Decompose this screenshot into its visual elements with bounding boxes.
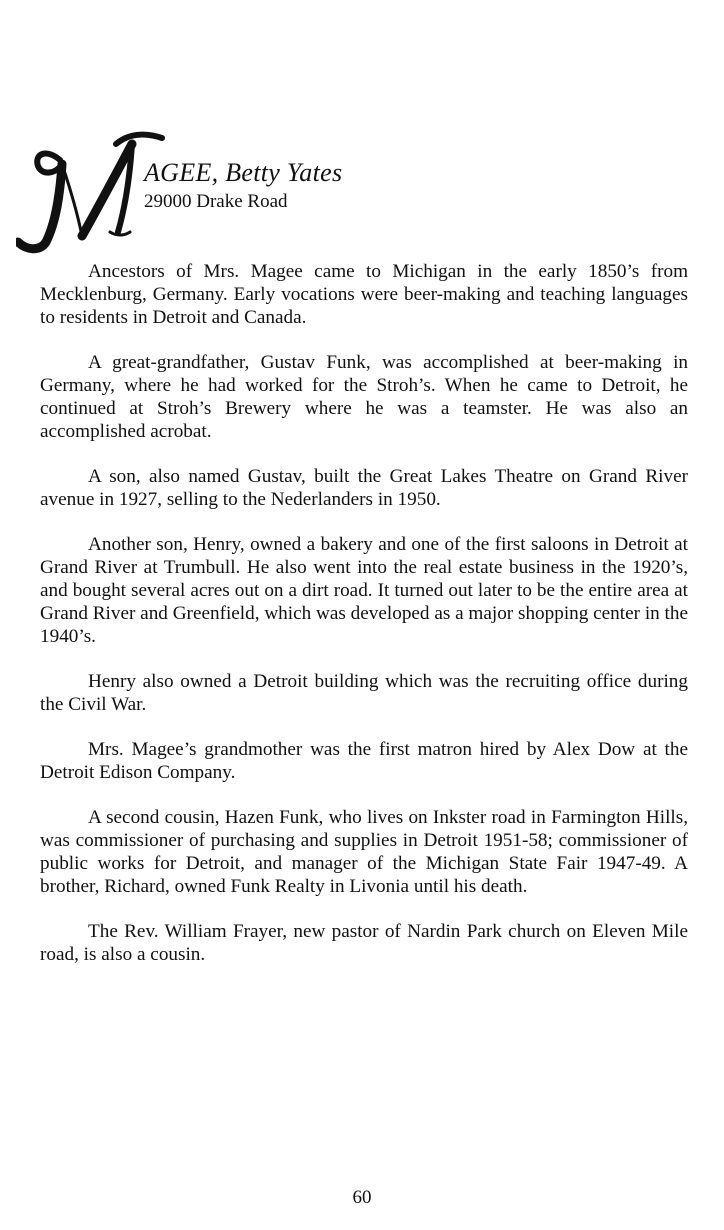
paragraph-cousin-pastor: The Rev. William Frayer, new pastor of Nardin Park church on Eleven Mile road, is also a cousin. [40, 921, 688, 965]
entry-heading [144, 158, 664, 214]
page-number: 60 [352, 1187, 372, 1208]
paragraph-ancestors: Ancestors of Mrs. Magee came to Michigan in the early 1850’s from Mecklenburg, Germany. Early vocations were beer-making and teaching languages to residents in Detroit and Canada. [40, 261, 688, 328]
entry-name: AGEE, Betty Yates [144, 158, 343, 187]
paragraph-son-henry: Another son, Henry, owned a bakery and one of the first saloons in Detroit at Grand River at Trumbull. He also went into the real estate business in the 1920’s, and bought several acres out on a dirt road. It turned out later to be the entire area at Grand River and Greenfield, which was developed as a major shopping center in the 1940’s. [40, 534, 688, 647]
paragraph-great-grandfather: A great-grandfather, Gustav Funk, was accomplished at beer-making in Germany, where he had worked for the Stroh’s. When he came to Detroit, he continued at Stroh’s Brewery where he was a teamster. He was also an accomplished acrobat. [40, 352, 688, 442]
paragraph-grandmother: Mrs. Magee’s grandmother was the first matron hired by Alex Dow at the Detroit Edison Company. [40, 739, 688, 783]
paragraph-second-cousin: A second cousin, Hazen Funk, who lives on Inkster road in Farmington Hills, was commissioner of purchasing and supplies in Detroit 1951-58; commissioner of public works for Detroit, and manager of the Michigan State Fair 1947-49. A brother, Richard, owned Funk Realty in Livonia until his death. [40, 807, 688, 897]
paragraph-son-gustav: A son, also named Gustav, built the Great Lakes Theatre on Grand River avenue in 1927, selling to the Nederlanders in 1950. [40, 466, 688, 510]
entry-body [40, 260, 688, 988]
paragraph-recruiting-office: Henry also owned a Detroit building which was the recruiting office during the Civil War. [40, 671, 688, 715]
entry-address: 29000 Drake Road [144, 191, 288, 212]
